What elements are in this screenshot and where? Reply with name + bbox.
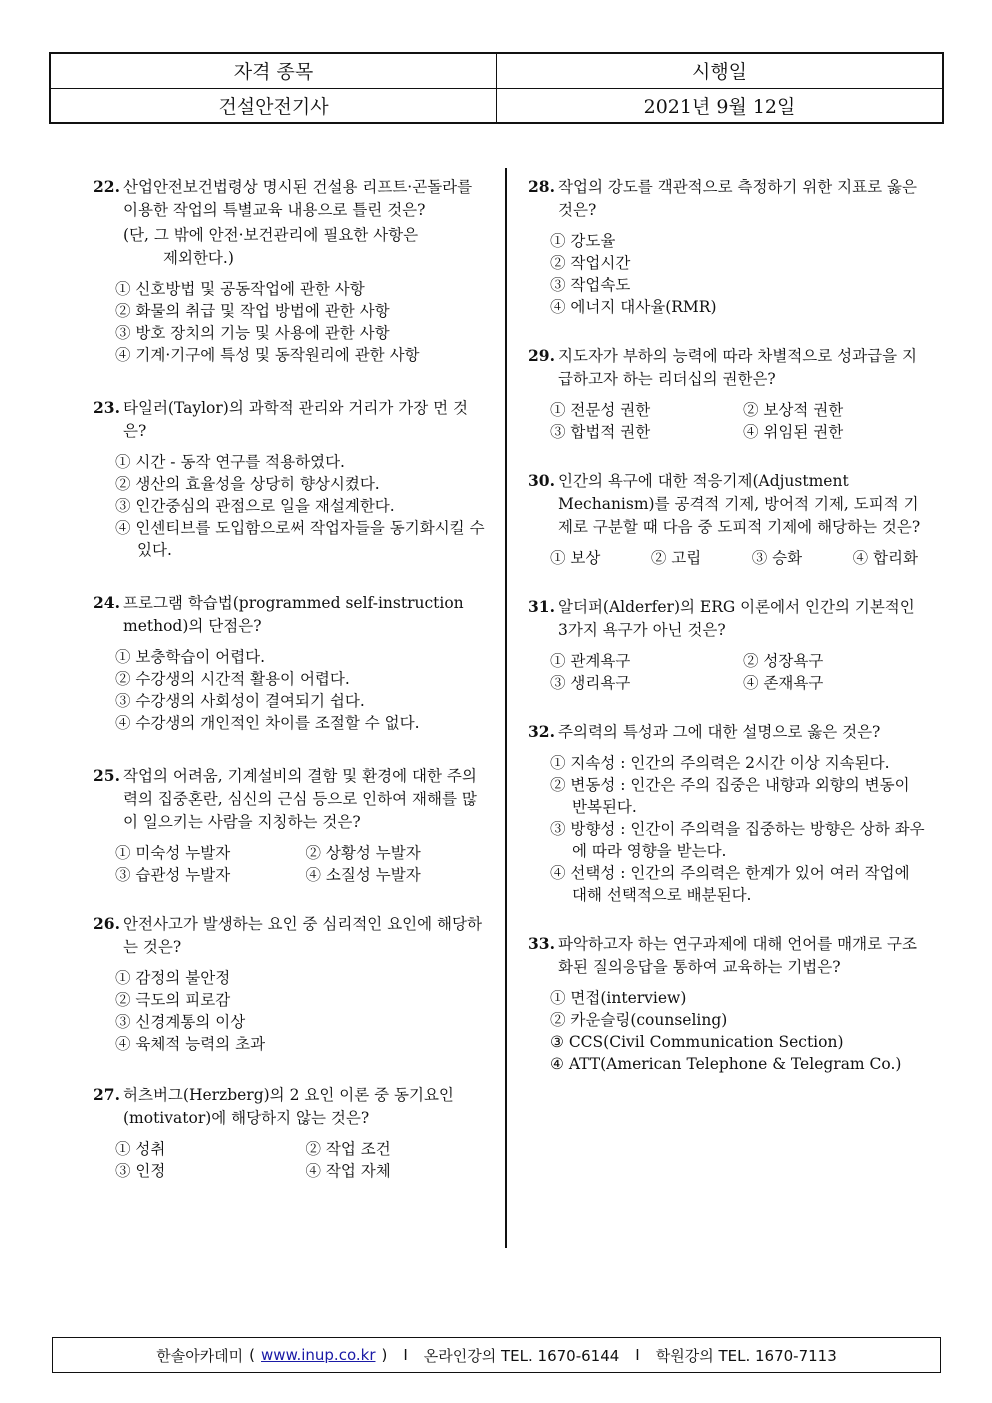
options-list [93,967,488,1055]
option[interactable]: ② 화물의 취급 및 작업 방법에 관한 사항 [115,302,390,320]
question-stem [93,1083,488,1130]
header-date-value: 2021년 9월 12일 [497,88,944,123]
question-note [93,224,488,270]
question-number: 26. [93,914,120,933]
question-23 [93,396,488,561]
header-date-title: 시행일 [497,53,944,88]
option[interactable]: ③ 방향성 : 인간이 주의력을 집중하는 방향은 상하 좌우에 따라 영향을 받는다. [550,820,925,860]
option[interactable]: ④ 작업 자체 [305,1162,391,1180]
option[interactable]: ① 보상 [550,549,601,567]
option[interactable]: ④ 위임된 권한 [743,423,844,441]
option[interactable]: ② 상황성 누발자 [305,844,421,862]
question-30 [528,469,928,569]
footer-paren-close: ) [381,1346,388,1364]
option[interactable]: ③ 습관성 누발자 [115,866,231,884]
question-text: 프로그램 학습법(programmed self-instruction method)의 단점은? [123,594,464,635]
column-divider [505,168,507,1248]
right-column [528,175,928,1095]
option[interactable]: ① 미숙성 누발자 [115,844,231,862]
option[interactable]: ③ 방호 장치의 기능 및 사용에 관한 사항 [115,324,390,342]
question-number: 23. [93,398,120,417]
options-list [93,842,488,886]
option[interactable]: ③ 인정 [115,1162,166,1180]
option[interactable]: ② 고립 [650,549,702,567]
option[interactable]: ④ 에너지 대사율(RMR) [550,298,717,316]
option[interactable]: ③ CCS(Civil Communication Section) [550,1033,844,1051]
header-subject-title: 자격 종목 [50,53,497,88]
footer-bar [52,1337,941,1373]
question-24 [93,591,488,734]
option[interactable]: ③ 신경계통의 이상 [115,1013,246,1031]
question-text: 산업안전보건법령상 명시된 건설용 리프트·곤돌라를 이용한 작업의 특별교육 내용으로 틀린 것은? [123,178,473,219]
option[interactable]: ② 작업시간 [550,254,631,272]
question-number: 29. [528,346,555,365]
option[interactable]: ④ 존재욕구 [743,674,824,692]
option[interactable]: ③ 인간중심의 관점으로 일을 재설계한다. [115,497,395,515]
options-list [93,451,488,561]
footer-separator: I [635,1346,640,1364]
question-stem [528,595,928,642]
question-note-line: (단, 그 밖에 안전·보건관리에 필요한 사항은 [123,226,419,244]
option[interactable]: ④ 인센티브를 도입함으로써 작업자들을 동기화시킬 수 있다. [115,519,485,559]
option[interactable]: ③ 승화 [751,549,803,567]
question-text: 파악하고자 하는 연구과제에 대해 언어를 매개로 구조화된 질의응답을 통하여 교육하는 기법은? [558,935,917,976]
question-29 [528,344,928,443]
question-22 [93,175,488,366]
question-text: 작업의 강도를 객관적으로 측정하기 위한 지표로 옳은 것은? [558,178,917,219]
exam-info-table [49,52,944,124]
footer-online-phone: 온라인강의 TEL. 1670-6144 [423,1346,620,1365]
option[interactable]: ④ 육체적 능력의 초과 [115,1035,266,1053]
option[interactable]: ④ 합리화 [852,549,918,567]
option[interactable]: ④ ATT(American Telephone & Telegram Co.) [550,1055,902,1073]
option[interactable]: ④ 기계·기구에 특성 및 동작원리에 관한 사항 [115,346,420,364]
option[interactable]: ④ 소질성 누발자 [305,866,421,884]
footer-academy-name: 한솔아카데미 [156,1346,244,1365]
question-text: 안전사고가 발생하는 요인 중 심리적인 요인에 해당하는 것은? [123,915,482,956]
question-stem [93,764,488,834]
question-stem [528,175,928,222]
option[interactable]: ① 면접(interview) [550,989,687,1007]
option[interactable]: ③ 합법적 권한 [550,423,651,441]
question-33 [528,932,928,1075]
footer-website-link[interactable]: www.inup.co.kr [261,1346,376,1364]
options-list [528,230,928,318]
option[interactable]: ① 신호방법 및 공동작업에 관한 사항 [115,280,365,298]
options-list [528,752,928,906]
options-list [528,399,928,443]
question-stem [528,469,928,539]
option[interactable]: ① 전문성 권한 [550,401,651,419]
options-list [93,646,488,734]
question-27 [93,1083,488,1182]
option[interactable]: ② 보상적 권한 [743,401,844,419]
question-stem [93,912,488,959]
option[interactable]: ④ 수강생의 개인적인 차이를 조절할 수 없다. [115,714,420,732]
option[interactable]: ① 보충학습이 어렵다. [115,648,266,666]
footer-paren-open: ( [249,1346,256,1364]
question-number: 28. [528,177,555,196]
question-26 [93,912,488,1055]
options-list [93,1138,488,1182]
option[interactable]: ① 시간 - 동작 연구를 적용하였다. [115,453,345,471]
question-31 [528,595,928,694]
question-stem [93,396,488,443]
options-list [528,547,928,569]
option[interactable]: ① 감정의 불안정 [115,969,231,987]
option[interactable]: ② 성장욕구 [743,652,824,670]
option[interactable]: ④ 선택성 : 인간의 주의력은 한계가 있어 여러 작업에 대해 선택적으로 배분된다. [550,864,910,904]
question-28 [528,175,928,318]
option[interactable]: ② 극도의 피로감 [115,991,231,1009]
option[interactable]: ① 강도율 [550,232,616,250]
footer-separator: I [403,1346,408,1364]
question-stem [528,720,928,744]
question-32 [528,720,928,906]
question-number: 24. [93,593,120,612]
question-text: 작업의 어려움, 기계설비의 결함 및 환경에 대한 주의력의 집중혼란, 심신의 근심 등으로 인하여 재해를 많이 일으키는 사람을 지칭하는 것은? [123,767,477,831]
question-stem [93,591,488,638]
question-stem [528,932,928,979]
footer-offline-phone: 학원강의 TEL. 1670-7113 [655,1346,837,1365]
left-column [93,175,488,1202]
option[interactable]: ① 지속성 : 인간의 주의력은 2시간 이상 지속된다. [550,754,890,772]
option[interactable]: ② 변동성 : 인간은 주의 집중은 내향과 외향의 변동이 반복된다. [550,776,910,816]
options-list [528,650,928,694]
question-number: 22. [93,177,120,196]
question-number: 33. [528,934,555,953]
question-25 [93,764,488,886]
question-note-line: 제외한다.) [163,249,234,267]
question-number: 27. [93,1085,120,1104]
question-text: 허츠버그(Herzberg)의 2 요인 이론 중 동기요인(motivator)에 해당하지 않는 것은? [123,1086,454,1127]
question-text: 알더퍼(Alderfer)의 ERG 이론에서 인간의 기본적인 3가지 욕구가 아닌 것은? [558,598,915,639]
question-text: 타일러(Taylor)의 과학적 관리와 거리가 가장 먼 것은? [123,399,469,440]
option[interactable]: ③ 수강생의 사회성이 결여되기 쉽다. [115,692,365,710]
question-number: 31. [528,597,555,616]
question-number: 25. [93,766,120,785]
question-text: 주의력의 특성과 그에 대한 설명으로 옳은 것은? [558,723,881,741]
option[interactable]: ① 관계욕구 [550,652,631,670]
option[interactable]: ② 작업 조건 [305,1140,391,1158]
question-number: 30. [528,471,555,490]
question-stem [528,344,928,391]
question-stem [93,175,488,222]
question-text: 인간의 욕구에 대한 적응기제(Adjustment Mechanism)를 공격적 기제, 방어적 기제, 도피적 기제로 구분할 때 다음 중 도피적 기제에 해당하는 것은? [558,472,921,536]
option[interactable]: ② 생산의 효율성을 상당히 향상시켰다. [115,475,380,493]
options-list [528,987,928,1075]
option[interactable]: ③ 작업속도 [550,276,631,294]
option[interactable]: ② 수강생의 시간적 활용이 어렵다. [115,670,350,688]
option[interactable]: ② 카운슬링(counseling) [550,1011,728,1029]
header-subject-value: 건설안전기사 [50,88,497,123]
option[interactable]: ① 성취 [115,1140,166,1158]
question-text: 지도자가 부하의 능력에 따라 차별적으로 성과급을 지급하고자 하는 리더십의 권한은? [558,347,917,388]
options-list [93,278,488,366]
question-number: 32. [528,722,555,741]
option[interactable]: ③ 생리욕구 [550,674,631,692]
